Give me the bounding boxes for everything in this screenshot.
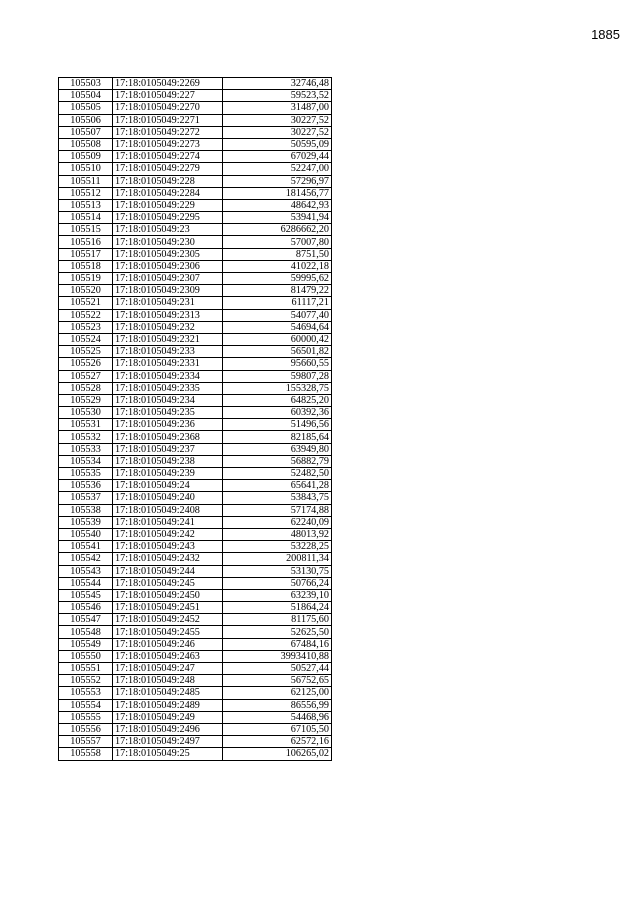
row-number-cell: 105519 bbox=[59, 273, 113, 285]
cadastral-value-cell: 52625,50 bbox=[223, 626, 332, 638]
cadastral-value-cell: 67105,50 bbox=[223, 723, 332, 735]
table-body bbox=[59, 78, 332, 761]
cadastral-number-cell: 17:18:0105049:2485 bbox=[113, 687, 223, 699]
cadastral-value-cell: 67484,16 bbox=[223, 638, 332, 650]
cadastral-number-cell: 17:18:0105049:2452 bbox=[113, 614, 223, 626]
cadastral-number-cell: 17:18:0105049:243 bbox=[113, 541, 223, 553]
row-number-cell: 105532 bbox=[59, 431, 113, 443]
cadastral-value-cell: 48642,93 bbox=[223, 199, 332, 211]
cadastral-number-cell: 17:18:0105049:242 bbox=[113, 528, 223, 540]
table-row bbox=[59, 516, 332, 528]
row-number-cell: 105522 bbox=[59, 309, 113, 321]
cadastral-value-cell: 62125,00 bbox=[223, 687, 332, 699]
row-number-cell: 105526 bbox=[59, 358, 113, 370]
cadastral-value-cell: 51864,24 bbox=[223, 602, 332, 614]
cadastral-number-cell: 17:18:0105049:2450 bbox=[113, 589, 223, 601]
cadastral-number-cell: 17:18:0105049:231 bbox=[113, 297, 223, 309]
table-row bbox=[59, 528, 332, 540]
cadastral-value-cell: 54077,40 bbox=[223, 309, 332, 321]
table-row bbox=[59, 602, 332, 614]
row-number-cell: 105515 bbox=[59, 224, 113, 236]
cadastral-value-cell: 63239,10 bbox=[223, 589, 332, 601]
table-row bbox=[59, 663, 332, 675]
table-row bbox=[59, 212, 332, 224]
table-row bbox=[59, 480, 332, 492]
cadastral-value-cell: 6286662,20 bbox=[223, 224, 332, 236]
cadastral-value-cell: 48013,92 bbox=[223, 528, 332, 540]
cadastral-value-cell: 60392,36 bbox=[223, 407, 332, 419]
row-number-cell: 105534 bbox=[59, 455, 113, 467]
row-number-cell: 105551 bbox=[59, 663, 113, 675]
table-row bbox=[59, 394, 332, 406]
cadastral-number-cell: 17:18:0105049:2307 bbox=[113, 273, 223, 285]
cadastral-value-cell: 3993410,88 bbox=[223, 650, 332, 662]
row-number-cell: 105527 bbox=[59, 370, 113, 382]
row-number-cell: 105523 bbox=[59, 321, 113, 333]
cadastral-number-cell: 17:18:0105049:2271 bbox=[113, 114, 223, 126]
row-number-cell: 105528 bbox=[59, 382, 113, 394]
table-row bbox=[59, 358, 332, 370]
row-number-cell: 105507 bbox=[59, 126, 113, 138]
cadastral-value-cell: 52247,00 bbox=[223, 163, 332, 175]
cadastral-value-cell: 53228,25 bbox=[223, 541, 332, 553]
table-row bbox=[59, 138, 332, 150]
table-row bbox=[59, 273, 332, 285]
cadastral-number-cell: 17:18:0105049:2274 bbox=[113, 151, 223, 163]
cadastral-number-cell: 17:18:0105049:2284 bbox=[113, 187, 223, 199]
row-number-cell: 105524 bbox=[59, 333, 113, 345]
cadastral-value-cell: 56501,82 bbox=[223, 346, 332, 358]
table-row bbox=[59, 492, 332, 504]
row-number-cell: 105521 bbox=[59, 297, 113, 309]
cadastral-number-cell: 17:18:0105049:2331 bbox=[113, 358, 223, 370]
row-number-cell: 105531 bbox=[59, 419, 113, 431]
cadastral-value-cell: 53941,94 bbox=[223, 212, 332, 224]
cadastral-number-cell: 17:18:0105049:2496 bbox=[113, 723, 223, 735]
row-number-cell: 105548 bbox=[59, 626, 113, 638]
cadastral-number-cell: 17:18:0105049:240 bbox=[113, 492, 223, 504]
cadastral-value-cell: 50595,09 bbox=[223, 138, 332, 150]
row-number-cell: 105540 bbox=[59, 528, 113, 540]
cadastral-number-cell: 17:18:0105049:236 bbox=[113, 419, 223, 431]
cadastral-value-cell: 63949,80 bbox=[223, 443, 332, 455]
cadastral-number-cell: 17:18:0105049:24 bbox=[113, 480, 223, 492]
row-number-cell: 105503 bbox=[59, 78, 113, 90]
cadastral-number-cell: 17:18:0105049:2270 bbox=[113, 102, 223, 114]
row-number-cell: 105509 bbox=[59, 151, 113, 163]
cadastral-value-cell: 50766,24 bbox=[223, 577, 332, 589]
cadastral-number-cell: 17:18:0105049:2368 bbox=[113, 431, 223, 443]
table-row bbox=[59, 431, 332, 443]
table-row bbox=[59, 151, 332, 163]
cadastral-value-cell: 41022,18 bbox=[223, 260, 332, 272]
table-row bbox=[59, 236, 332, 248]
cadastral-number-cell: 17:18:0105049:2455 bbox=[113, 626, 223, 638]
row-number-cell: 105520 bbox=[59, 285, 113, 297]
table-row bbox=[59, 565, 332, 577]
cadastral-value-cell: 65641,28 bbox=[223, 480, 332, 492]
table-row bbox=[59, 650, 332, 662]
row-number-cell: 105517 bbox=[59, 248, 113, 260]
row-number-cell: 105530 bbox=[59, 407, 113, 419]
cadastral-value-cell: 54468,96 bbox=[223, 711, 332, 723]
table-row bbox=[59, 468, 332, 480]
table-row bbox=[59, 699, 332, 711]
cadastral-number-cell: 17:18:0105049:2272 bbox=[113, 126, 223, 138]
cadastral-value-cell: 54694,64 bbox=[223, 321, 332, 333]
row-number-cell: 105549 bbox=[59, 638, 113, 650]
table-row bbox=[59, 614, 332, 626]
table-row bbox=[59, 126, 332, 138]
cadastral-number-cell: 17:18:0105049:230 bbox=[113, 236, 223, 248]
cadastral-value-cell: 30227,52 bbox=[223, 114, 332, 126]
table-row bbox=[59, 748, 332, 760]
cadastral-value-cell: 82185,64 bbox=[223, 431, 332, 443]
cadastral-value-cell: 61117,21 bbox=[223, 297, 332, 309]
cadastral-value-cell: 56882,79 bbox=[223, 455, 332, 467]
table-row bbox=[59, 90, 332, 102]
row-number-cell: 105553 bbox=[59, 687, 113, 699]
table-row bbox=[59, 577, 332, 589]
page-number: 1885 bbox=[591, 27, 620, 42]
table-row bbox=[59, 175, 332, 187]
table-row bbox=[59, 711, 332, 723]
row-number-cell: 105555 bbox=[59, 711, 113, 723]
cadastral-value-cell: 81479,22 bbox=[223, 285, 332, 297]
row-number-cell: 105547 bbox=[59, 614, 113, 626]
cadastral-value-cell: 30227,52 bbox=[223, 126, 332, 138]
row-number-cell: 105544 bbox=[59, 577, 113, 589]
cadastral-value-cell: 59523,52 bbox=[223, 90, 332, 102]
table-row bbox=[59, 224, 332, 236]
cadastral-value-cell: 56752,65 bbox=[223, 675, 332, 687]
cadastral-number-cell: 17:18:0105049:247 bbox=[113, 663, 223, 675]
row-number-cell: 105504 bbox=[59, 90, 113, 102]
cadastral-value-cell: 62240,09 bbox=[223, 516, 332, 528]
cadastral-number-cell: 17:18:0105049:2335 bbox=[113, 382, 223, 394]
table-row bbox=[59, 675, 332, 687]
row-number-cell: 105513 bbox=[59, 199, 113, 211]
cadastral-number-cell: 17:18:0105049:232 bbox=[113, 321, 223, 333]
table-row bbox=[59, 370, 332, 382]
cadastral-value-cell: 64825,20 bbox=[223, 394, 332, 406]
cadastral-number-cell: 17:18:0105049:2463 bbox=[113, 650, 223, 662]
cadastral-number-cell: 17:18:0105049:23 bbox=[113, 224, 223, 236]
table-row bbox=[59, 297, 332, 309]
table-row bbox=[59, 736, 332, 748]
cadastral-number-cell: 17:18:0105049:2269 bbox=[113, 78, 223, 90]
row-number-cell: 105546 bbox=[59, 602, 113, 614]
cadastral-value-cell: 81175,60 bbox=[223, 614, 332, 626]
cadastral-number-cell: 17:18:0105049:2295 bbox=[113, 212, 223, 224]
cadastral-number-cell: 17:18:0105049:2313 bbox=[113, 309, 223, 321]
row-number-cell: 105557 bbox=[59, 736, 113, 748]
table-row bbox=[59, 187, 332, 199]
table-row bbox=[59, 687, 332, 699]
cadastral-value-cell: 67029,44 bbox=[223, 151, 332, 163]
table-row bbox=[59, 455, 332, 467]
cadastral-number-cell: 17:18:0105049:227 bbox=[113, 90, 223, 102]
table-row bbox=[59, 285, 332, 297]
table-row bbox=[59, 443, 332, 455]
table-row bbox=[59, 504, 332, 516]
table-row bbox=[59, 199, 332, 211]
table-row bbox=[59, 163, 332, 175]
table-row bbox=[59, 407, 332, 419]
cadastral-number-cell: 17:18:0105049:234 bbox=[113, 394, 223, 406]
table-row bbox=[59, 723, 332, 735]
table-row bbox=[59, 78, 332, 90]
row-number-cell: 105529 bbox=[59, 394, 113, 406]
row-number-cell: 105535 bbox=[59, 468, 113, 480]
table-row bbox=[59, 346, 332, 358]
row-number-cell: 105537 bbox=[59, 492, 113, 504]
cadastral-number-cell: 17:18:0105049:237 bbox=[113, 443, 223, 455]
cadastral-number-cell: 17:18:0105049:239 bbox=[113, 468, 223, 480]
row-number-cell: 105514 bbox=[59, 212, 113, 224]
row-number-cell: 105518 bbox=[59, 260, 113, 272]
cadastral-number-cell: 17:18:0105049:2309 bbox=[113, 285, 223, 297]
table-row bbox=[59, 114, 332, 126]
cadastral-value-cell: 8751,50 bbox=[223, 248, 332, 260]
cadastral-value-cell: 62572,16 bbox=[223, 736, 332, 748]
table-row bbox=[59, 541, 332, 553]
cadastral-number-cell: 17:18:0105049:246 bbox=[113, 638, 223, 650]
cadastral-number-cell: 17:18:0105049:2497 bbox=[113, 736, 223, 748]
cadastral-number-cell: 17:18:0105049:2306 bbox=[113, 260, 223, 272]
cadastral-value-cell: 86556,99 bbox=[223, 699, 332, 711]
cadastral-value-cell: 51496,56 bbox=[223, 419, 332, 431]
row-number-cell: 105508 bbox=[59, 138, 113, 150]
table-row bbox=[59, 589, 332, 601]
row-number-cell: 105541 bbox=[59, 541, 113, 553]
cadastral-number-cell: 17:18:0105049:2489 bbox=[113, 699, 223, 711]
cadastral-number-cell: 17:18:0105049:228 bbox=[113, 175, 223, 187]
table-row bbox=[59, 382, 332, 394]
cadastral-value-cell: 95660,55 bbox=[223, 358, 332, 370]
row-number-cell: 105556 bbox=[59, 723, 113, 735]
table-row bbox=[59, 102, 332, 114]
table-row bbox=[59, 321, 332, 333]
cadastral-number-cell: 17:18:0105049:229 bbox=[113, 199, 223, 211]
cadastral-value-table bbox=[58, 77, 332, 761]
cadastral-value-cell: 155328,75 bbox=[223, 382, 332, 394]
row-number-cell: 105536 bbox=[59, 480, 113, 492]
table-row bbox=[59, 309, 332, 321]
row-number-cell: 105543 bbox=[59, 565, 113, 577]
table-row bbox=[59, 260, 332, 272]
table-row bbox=[59, 626, 332, 638]
cadastral-value-cell: 32746,48 bbox=[223, 78, 332, 90]
cadastral-value-cell: 59995,62 bbox=[223, 273, 332, 285]
cadastral-number-cell: 17:18:0105049:2408 bbox=[113, 504, 223, 516]
row-number-cell: 105538 bbox=[59, 504, 113, 516]
cadastral-number-cell: 17:18:0105049:2432 bbox=[113, 553, 223, 565]
cadastral-value-cell: 53130,75 bbox=[223, 565, 332, 577]
cadastral-value-cell: 57296,97 bbox=[223, 175, 332, 187]
row-number-cell: 105511 bbox=[59, 175, 113, 187]
cadastral-number-cell: 17:18:0105049:2451 bbox=[113, 602, 223, 614]
cadastral-value-cell: 60000,42 bbox=[223, 333, 332, 345]
row-number-cell: 105505 bbox=[59, 102, 113, 114]
cadastral-value-cell: 57174,88 bbox=[223, 504, 332, 516]
cadastral-number-cell: 17:18:0105049:233 bbox=[113, 346, 223, 358]
cadastral-value-cell: 57007,80 bbox=[223, 236, 332, 248]
cadastral-value-cell: 53843,75 bbox=[223, 492, 332, 504]
cadastral-number-cell: 17:18:0105049:25 bbox=[113, 748, 223, 760]
row-number-cell: 105525 bbox=[59, 346, 113, 358]
cadastral-value-cell: 31487,00 bbox=[223, 102, 332, 114]
cadastral-number-cell: 17:18:0105049:248 bbox=[113, 675, 223, 687]
cadastral-number-cell: 17:18:0105049:244 bbox=[113, 565, 223, 577]
row-number-cell: 105533 bbox=[59, 443, 113, 455]
row-number-cell: 105558 bbox=[59, 748, 113, 760]
table-row bbox=[59, 638, 332, 650]
cadastral-value-cell: 106265,02 bbox=[223, 748, 332, 760]
cadastral-number-cell: 17:18:0105049:2279 bbox=[113, 163, 223, 175]
cadastral-value-cell: 50527,44 bbox=[223, 663, 332, 675]
cadastral-number-cell: 17:18:0105049:2273 bbox=[113, 138, 223, 150]
row-number-cell: 105542 bbox=[59, 553, 113, 565]
row-number-cell: 105550 bbox=[59, 650, 113, 662]
table-row bbox=[59, 248, 332, 260]
row-number-cell: 105554 bbox=[59, 699, 113, 711]
cadastral-number-cell: 17:18:0105049:238 bbox=[113, 455, 223, 467]
cadastral-value-cell: 181456,77 bbox=[223, 187, 332, 199]
cadastral-number-cell: 17:18:0105049:235 bbox=[113, 407, 223, 419]
cadastral-value-cell: 200811,34 bbox=[223, 553, 332, 565]
row-number-cell: 105539 bbox=[59, 516, 113, 528]
cadastral-number-cell: 17:18:0105049:241 bbox=[113, 516, 223, 528]
row-number-cell: 105510 bbox=[59, 163, 113, 175]
cadastral-number-cell: 17:18:0105049:245 bbox=[113, 577, 223, 589]
cadastral-number-cell: 17:18:0105049:249 bbox=[113, 711, 223, 723]
row-number-cell: 105512 bbox=[59, 187, 113, 199]
table-row bbox=[59, 333, 332, 345]
row-number-cell: 105506 bbox=[59, 114, 113, 126]
cadastral-number-cell: 17:18:0105049:2305 bbox=[113, 248, 223, 260]
row-number-cell: 105516 bbox=[59, 236, 113, 248]
row-number-cell: 105552 bbox=[59, 675, 113, 687]
table-row bbox=[59, 553, 332, 565]
cadastral-number-cell: 17:18:0105049:2321 bbox=[113, 333, 223, 345]
row-number-cell: 105545 bbox=[59, 589, 113, 601]
cadastral-number-cell: 17:18:0105049:2334 bbox=[113, 370, 223, 382]
cadastral-value-cell: 59807,28 bbox=[223, 370, 332, 382]
table-row bbox=[59, 419, 332, 431]
cadastral-value-cell: 52482,50 bbox=[223, 468, 332, 480]
